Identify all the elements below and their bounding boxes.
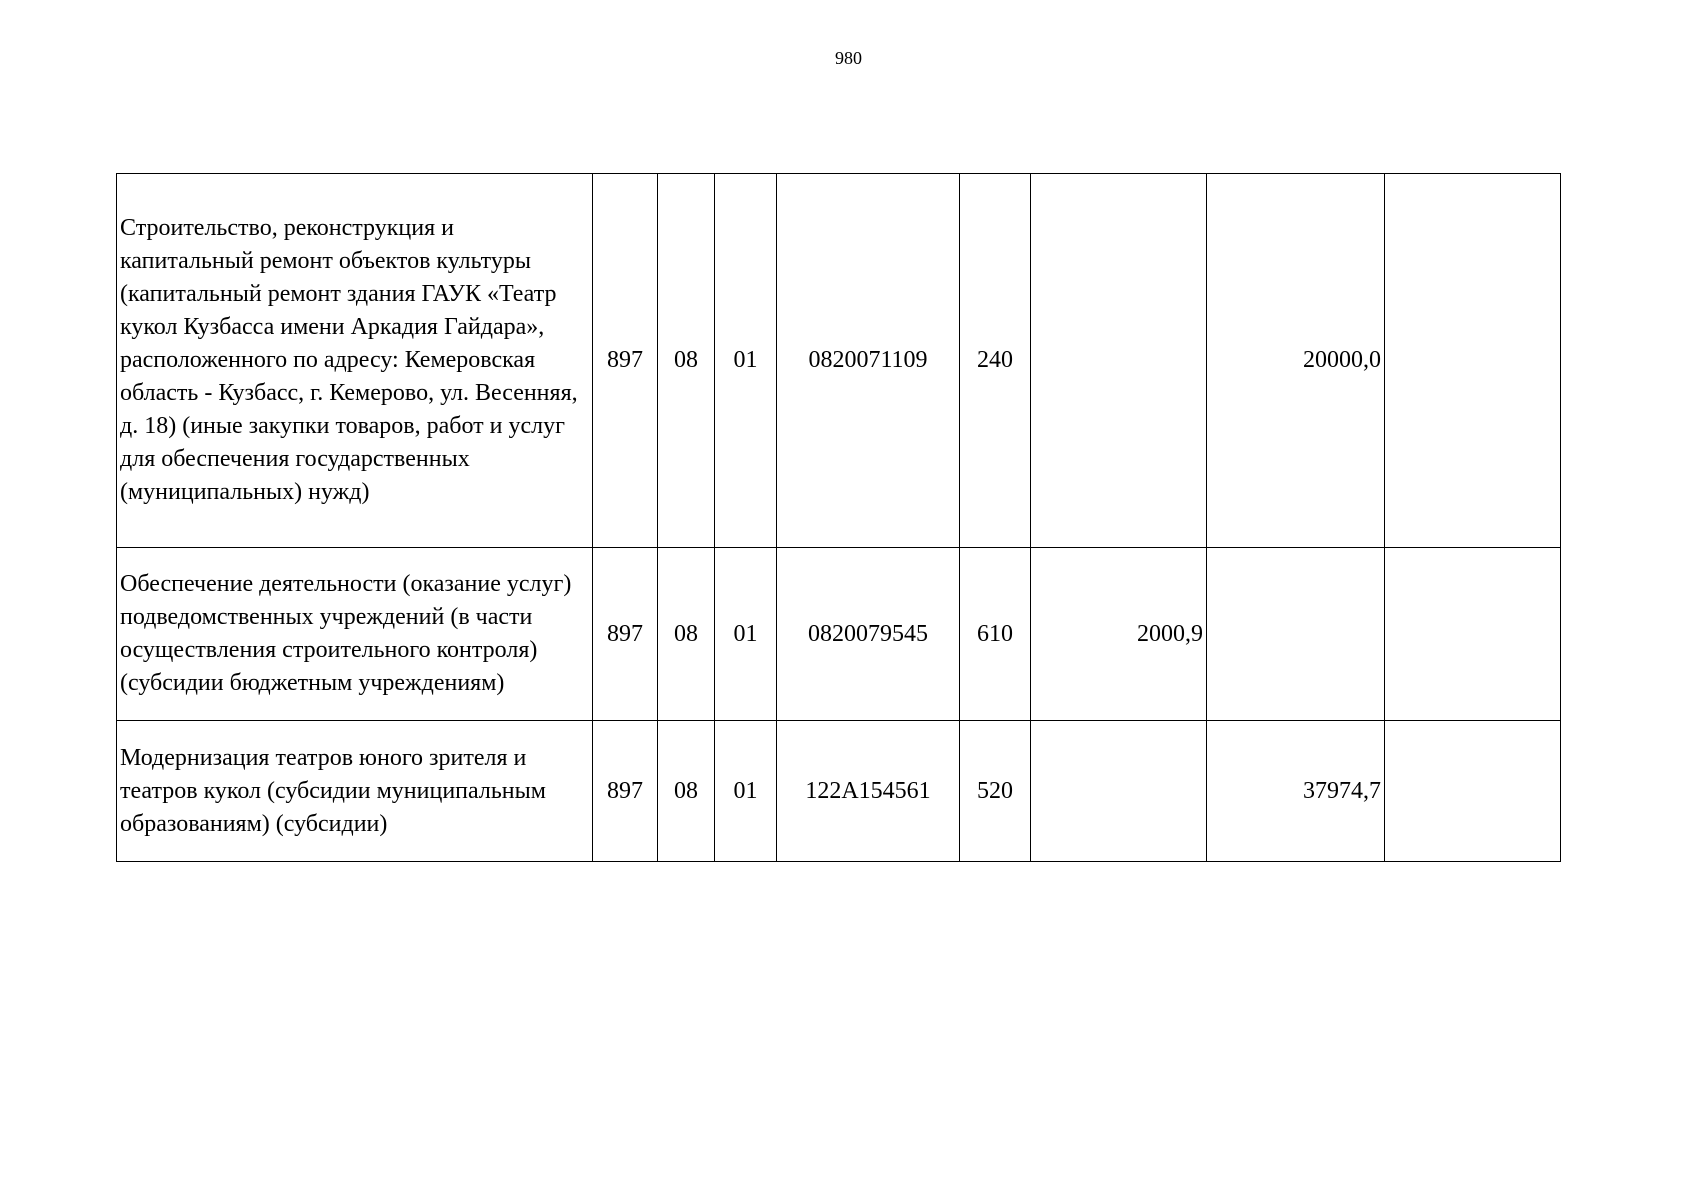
subsection-code: 01 [715, 548, 777, 721]
target-article-code: 0820079545 [777, 548, 960, 721]
amount-cell-1: 2000,9 [1031, 548, 1207, 721]
table-row [117, 548, 1561, 721]
ministry-code: 897 [593, 548, 658, 721]
expense-type-code: 610 [960, 548, 1031, 721]
amount-cell-2: 37974,7 [1207, 721, 1385, 862]
amount-cell-3 [1385, 721, 1561, 862]
expense-type-code: 240 [960, 174, 1031, 548]
amount-cell-3 [1385, 548, 1561, 721]
amount-cell-2: 20000,0 [1207, 174, 1385, 548]
ministry-code: 897 [593, 721, 658, 862]
table-row [117, 721, 1561, 862]
budget-table [116, 173, 1561, 862]
section-code: 08 [658, 174, 715, 548]
amount-cell-1 [1031, 174, 1207, 548]
row-description: Строительство, реконструкция и капитальный ремонт объектов культуры (капитальный ремонт здания ГАУК «Театр кукол Кузбасса имени Аркадия Гайдара», расположенного по адресу: Кемеровская область - Кузбасс, г. Кемерово, ул. Весенняя, д. 18) (иные закупки товаров, работ и услуг для обеспечения государственных (муниципальных) нужд) [117, 174, 593, 548]
table-row [117, 174, 1561, 548]
subsection-code: 01 [715, 174, 777, 548]
row-description: Обеспечение деятельности (оказание услуг) подведомственных учреждений (в части осуществления строительного контроля) (субсидии бюджетным учреждениям) [117, 548, 593, 721]
page-number: 980 [835, 48, 862, 68]
row-description: Модернизация театров юного зрителя и театров кукол (субсидии муниципальным образованиям) (субсидии) [117, 721, 593, 862]
expense-type-code: 520 [960, 721, 1031, 862]
subsection-code: 01 [715, 721, 777, 862]
amount-cell-3 [1385, 174, 1561, 548]
target-article-code: 0820071109 [777, 174, 960, 548]
ministry-code: 897 [593, 174, 658, 548]
amount-cell-1 [1031, 721, 1207, 862]
target-article-code: 122A154561 [777, 721, 960, 862]
section-code: 08 [658, 548, 715, 721]
amount-cell-2 [1207, 548, 1385, 721]
section-code: 08 [658, 721, 715, 862]
